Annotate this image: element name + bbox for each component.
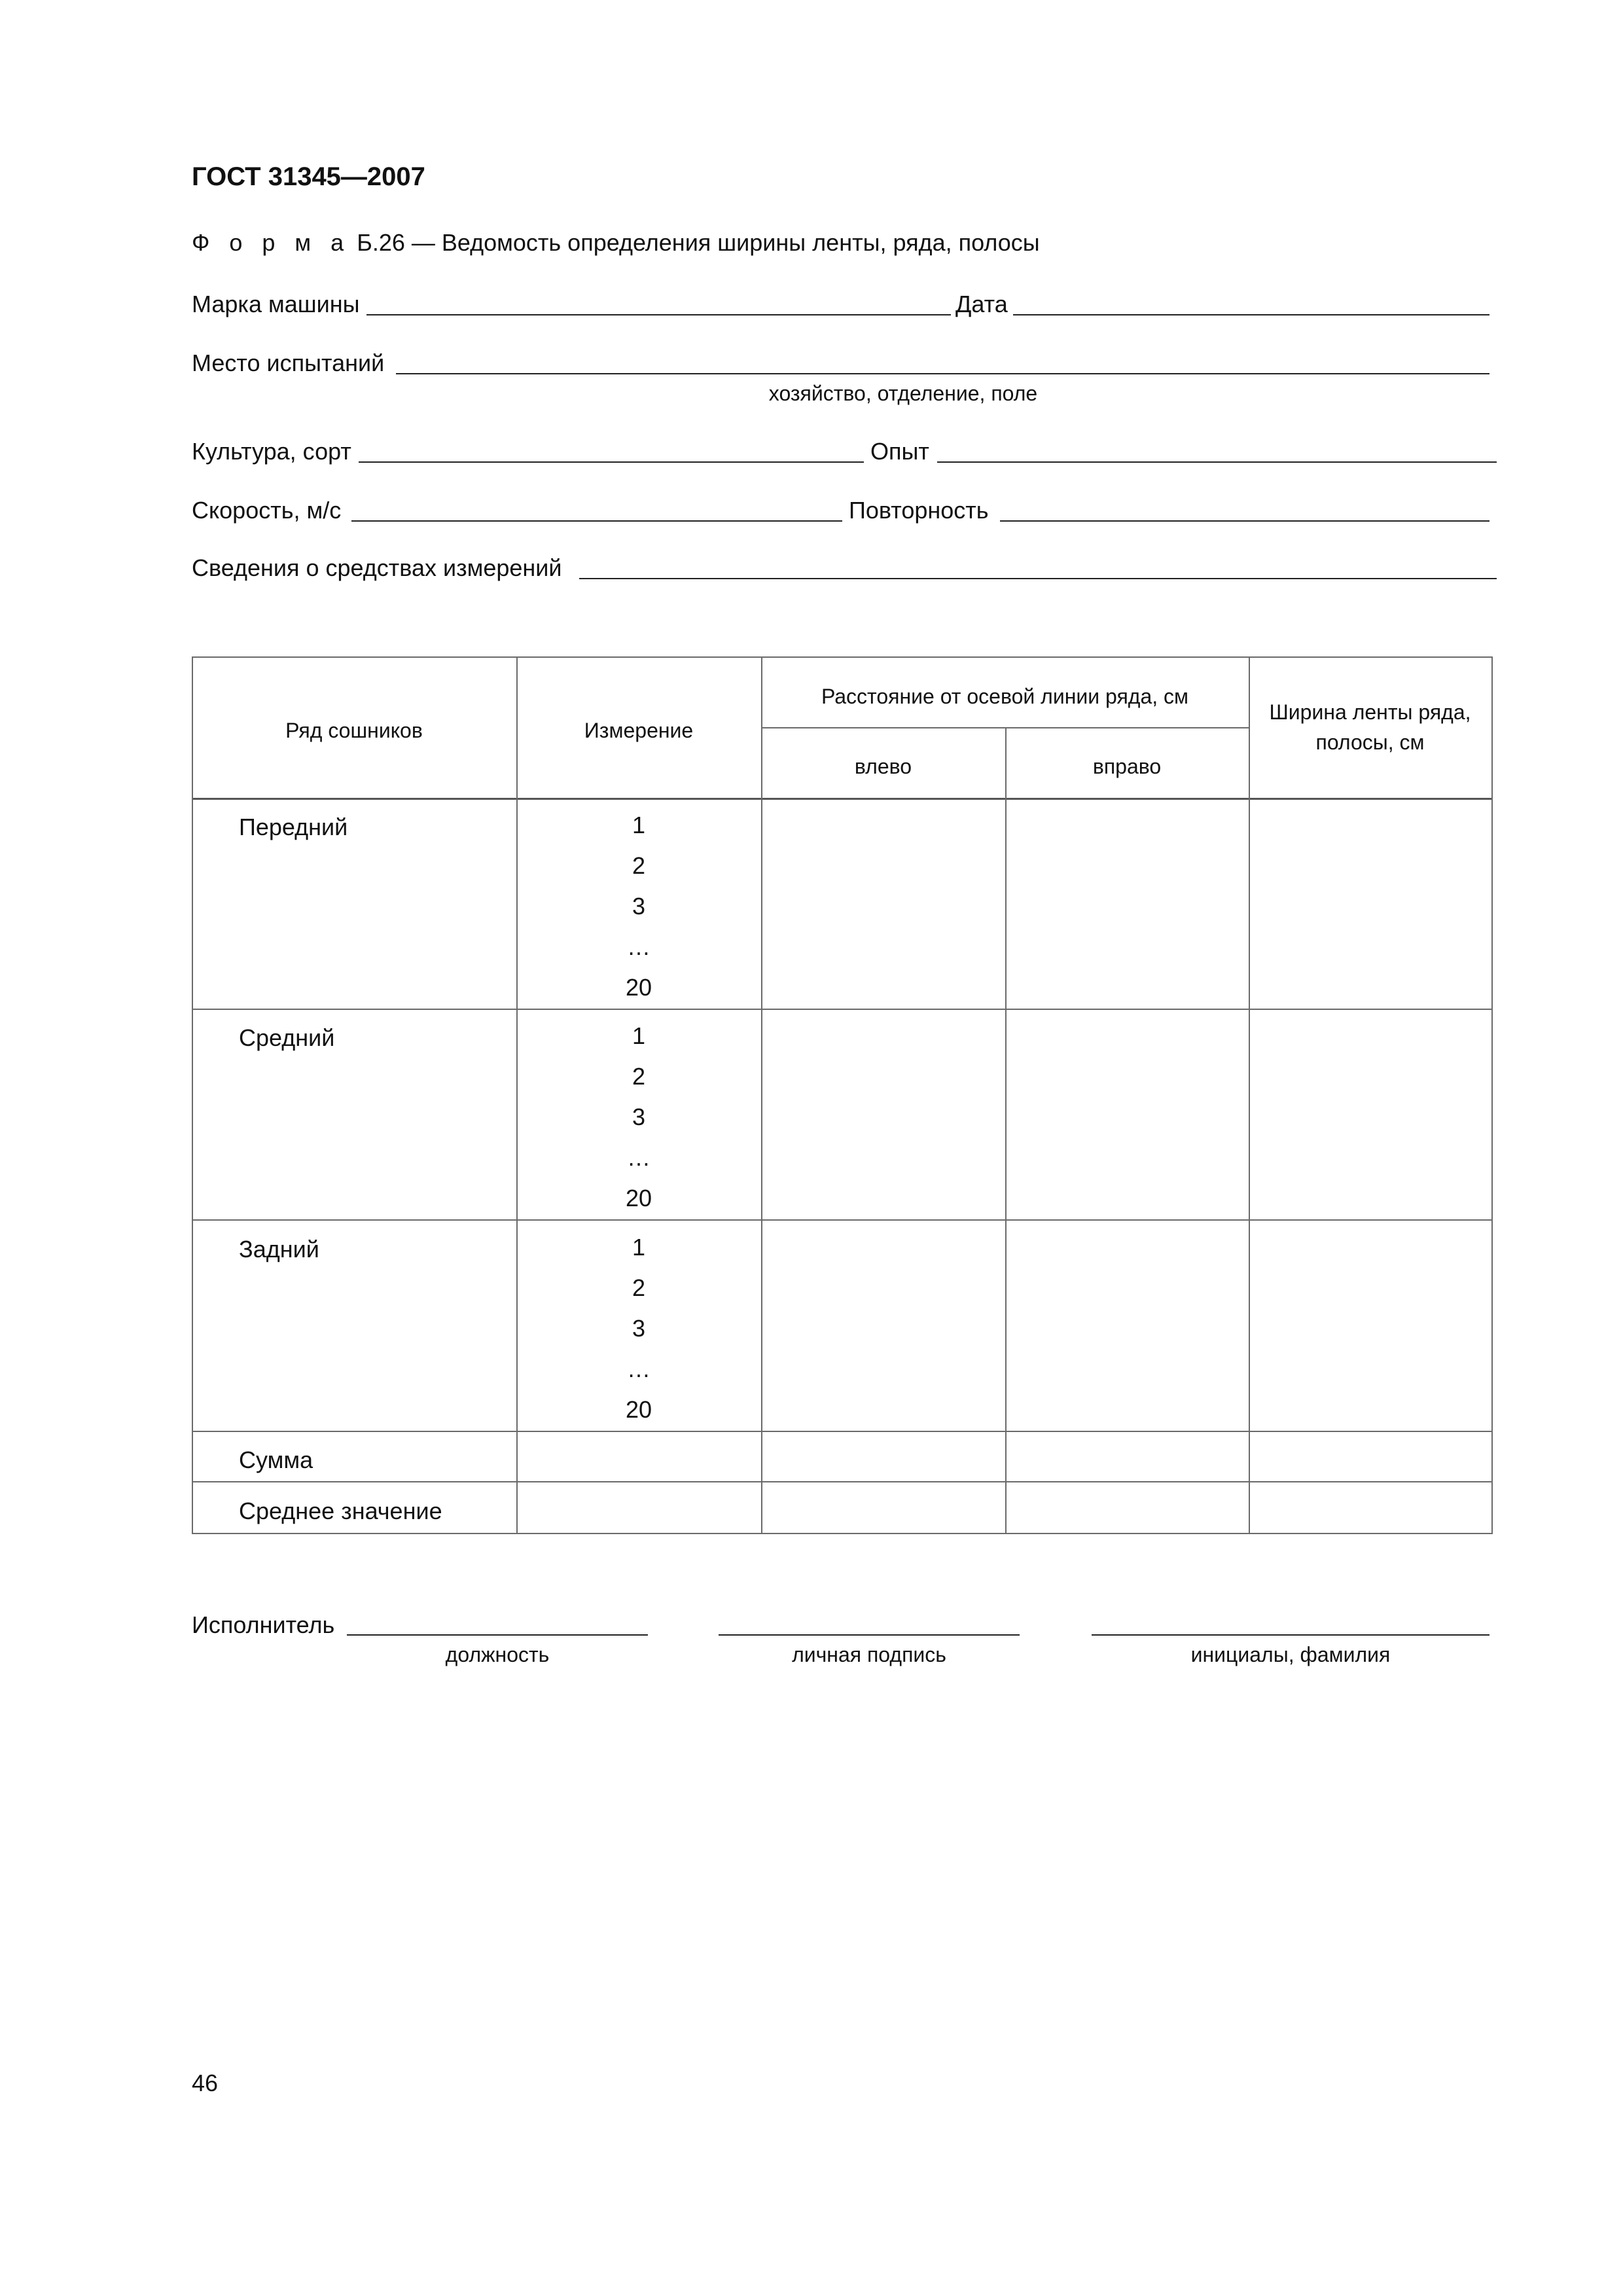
measurement-number: 2 (632, 852, 646, 879)
position-field[interactable] (347, 1634, 648, 1636)
position-hint: должность (445, 1643, 550, 1666)
document-id: ГОСТ 31345—2007 (192, 162, 425, 191)
measurement-number: 20 (625, 1185, 652, 1211)
measurement-number: 1 (632, 1022, 646, 1049)
name-field[interactable] (1092, 1634, 1489, 1636)
test-place-hint: хозяйство, отделение, поле (768, 382, 1038, 405)
measurement-number: … (627, 1355, 651, 1382)
group-front-label: Передний (239, 814, 348, 840)
col-divider-4 (1249, 656, 1250, 1534)
crop-label: Культура, сорт (192, 438, 351, 465)
sum-label: Сумма (239, 1446, 313, 1473)
instruments-label: Сведения о средствах измерений (192, 554, 562, 581)
measurement-number: 3 (632, 893, 646, 920)
machine-brand-label: Марка машины (192, 291, 360, 317)
group-divider-3 (192, 1431, 1493, 1432)
repetition-label: Повторность (849, 497, 989, 524)
table-left-border (192, 656, 193, 1534)
form-label: Ф о р м а (192, 229, 351, 256)
col-divider-3 (1005, 727, 1007, 1534)
group-rear-label: Задний (239, 1236, 319, 1263)
measurement-number: 2 (632, 1274, 646, 1301)
col-divider-2 (761, 656, 762, 1534)
header-distance: Расстояние от осевой линии ряда, см (821, 685, 1189, 708)
test-place-label: Место испытаний (192, 350, 385, 376)
experiment-field[interactable] (937, 461, 1497, 463)
measurement-number: 3 (632, 1103, 646, 1130)
header-bottom-border (192, 798, 1493, 800)
signature-field[interactable] (719, 1634, 1020, 1636)
header-measurement: Измерение (584, 719, 694, 742)
measurement-number: 20 (625, 974, 652, 1001)
measurement-number: 2 (632, 1063, 646, 1090)
measurement-number: 1 (632, 1234, 646, 1261)
measurement-number: … (627, 1144, 651, 1171)
measurement-number: 20 (625, 1396, 652, 1423)
form-title (192, 231, 1040, 255)
experiment-label: Опыт (870, 438, 929, 465)
measurement-number: 1 (632, 812, 646, 838)
name-hint: инициалы, фамилия (1190, 1643, 1391, 1666)
header-width-line1: Ширина ленты ряда, (1269, 700, 1471, 724)
header-row-coulters: Ряд сошников (285, 719, 423, 742)
average-label: Среднее значение (239, 1498, 442, 1524)
measurement-number: 3 (632, 1315, 646, 1342)
machine-brand-field[interactable] (366, 314, 951, 315)
form-title-text: Б.26 — Ведомость определения ширины ленты, ряда, полосы (357, 229, 1040, 256)
date-label: Дата (955, 291, 1008, 317)
instruments-field[interactable] (579, 578, 1497, 579)
header-width (1249, 697, 1491, 758)
sum-divider (192, 1481, 1493, 1482)
header-width-line2: полосы, см (1315, 730, 1425, 755)
test-place-field[interactable] (396, 373, 1489, 374)
measurement-table (192, 656, 1493, 1535)
page-number: 46 (192, 2070, 219, 2096)
group-divider-2 (192, 1219, 1493, 1221)
signature-hint: личная подпись (792, 1643, 946, 1666)
measurement-number: … (627, 933, 651, 960)
table-top-border (192, 656, 1493, 658)
header-right: вправо (1092, 755, 1162, 778)
speed-field[interactable] (351, 520, 842, 522)
group-middle-label: Средний (239, 1024, 335, 1051)
col-divider-1 (516, 656, 518, 1534)
executor-label: Исполнитель (192, 1611, 335, 1638)
repetition-field[interactable] (1000, 520, 1489, 522)
date-field[interactable] (1013, 314, 1489, 315)
crop-field[interactable] (359, 461, 864, 463)
group-divider-1 (192, 1009, 1493, 1010)
table-bottom-border (192, 1533, 1493, 1534)
header-left: влево (854, 755, 912, 778)
table-right-border (1491, 656, 1493, 1534)
speed-label: Скорость, м/с (192, 497, 342, 524)
